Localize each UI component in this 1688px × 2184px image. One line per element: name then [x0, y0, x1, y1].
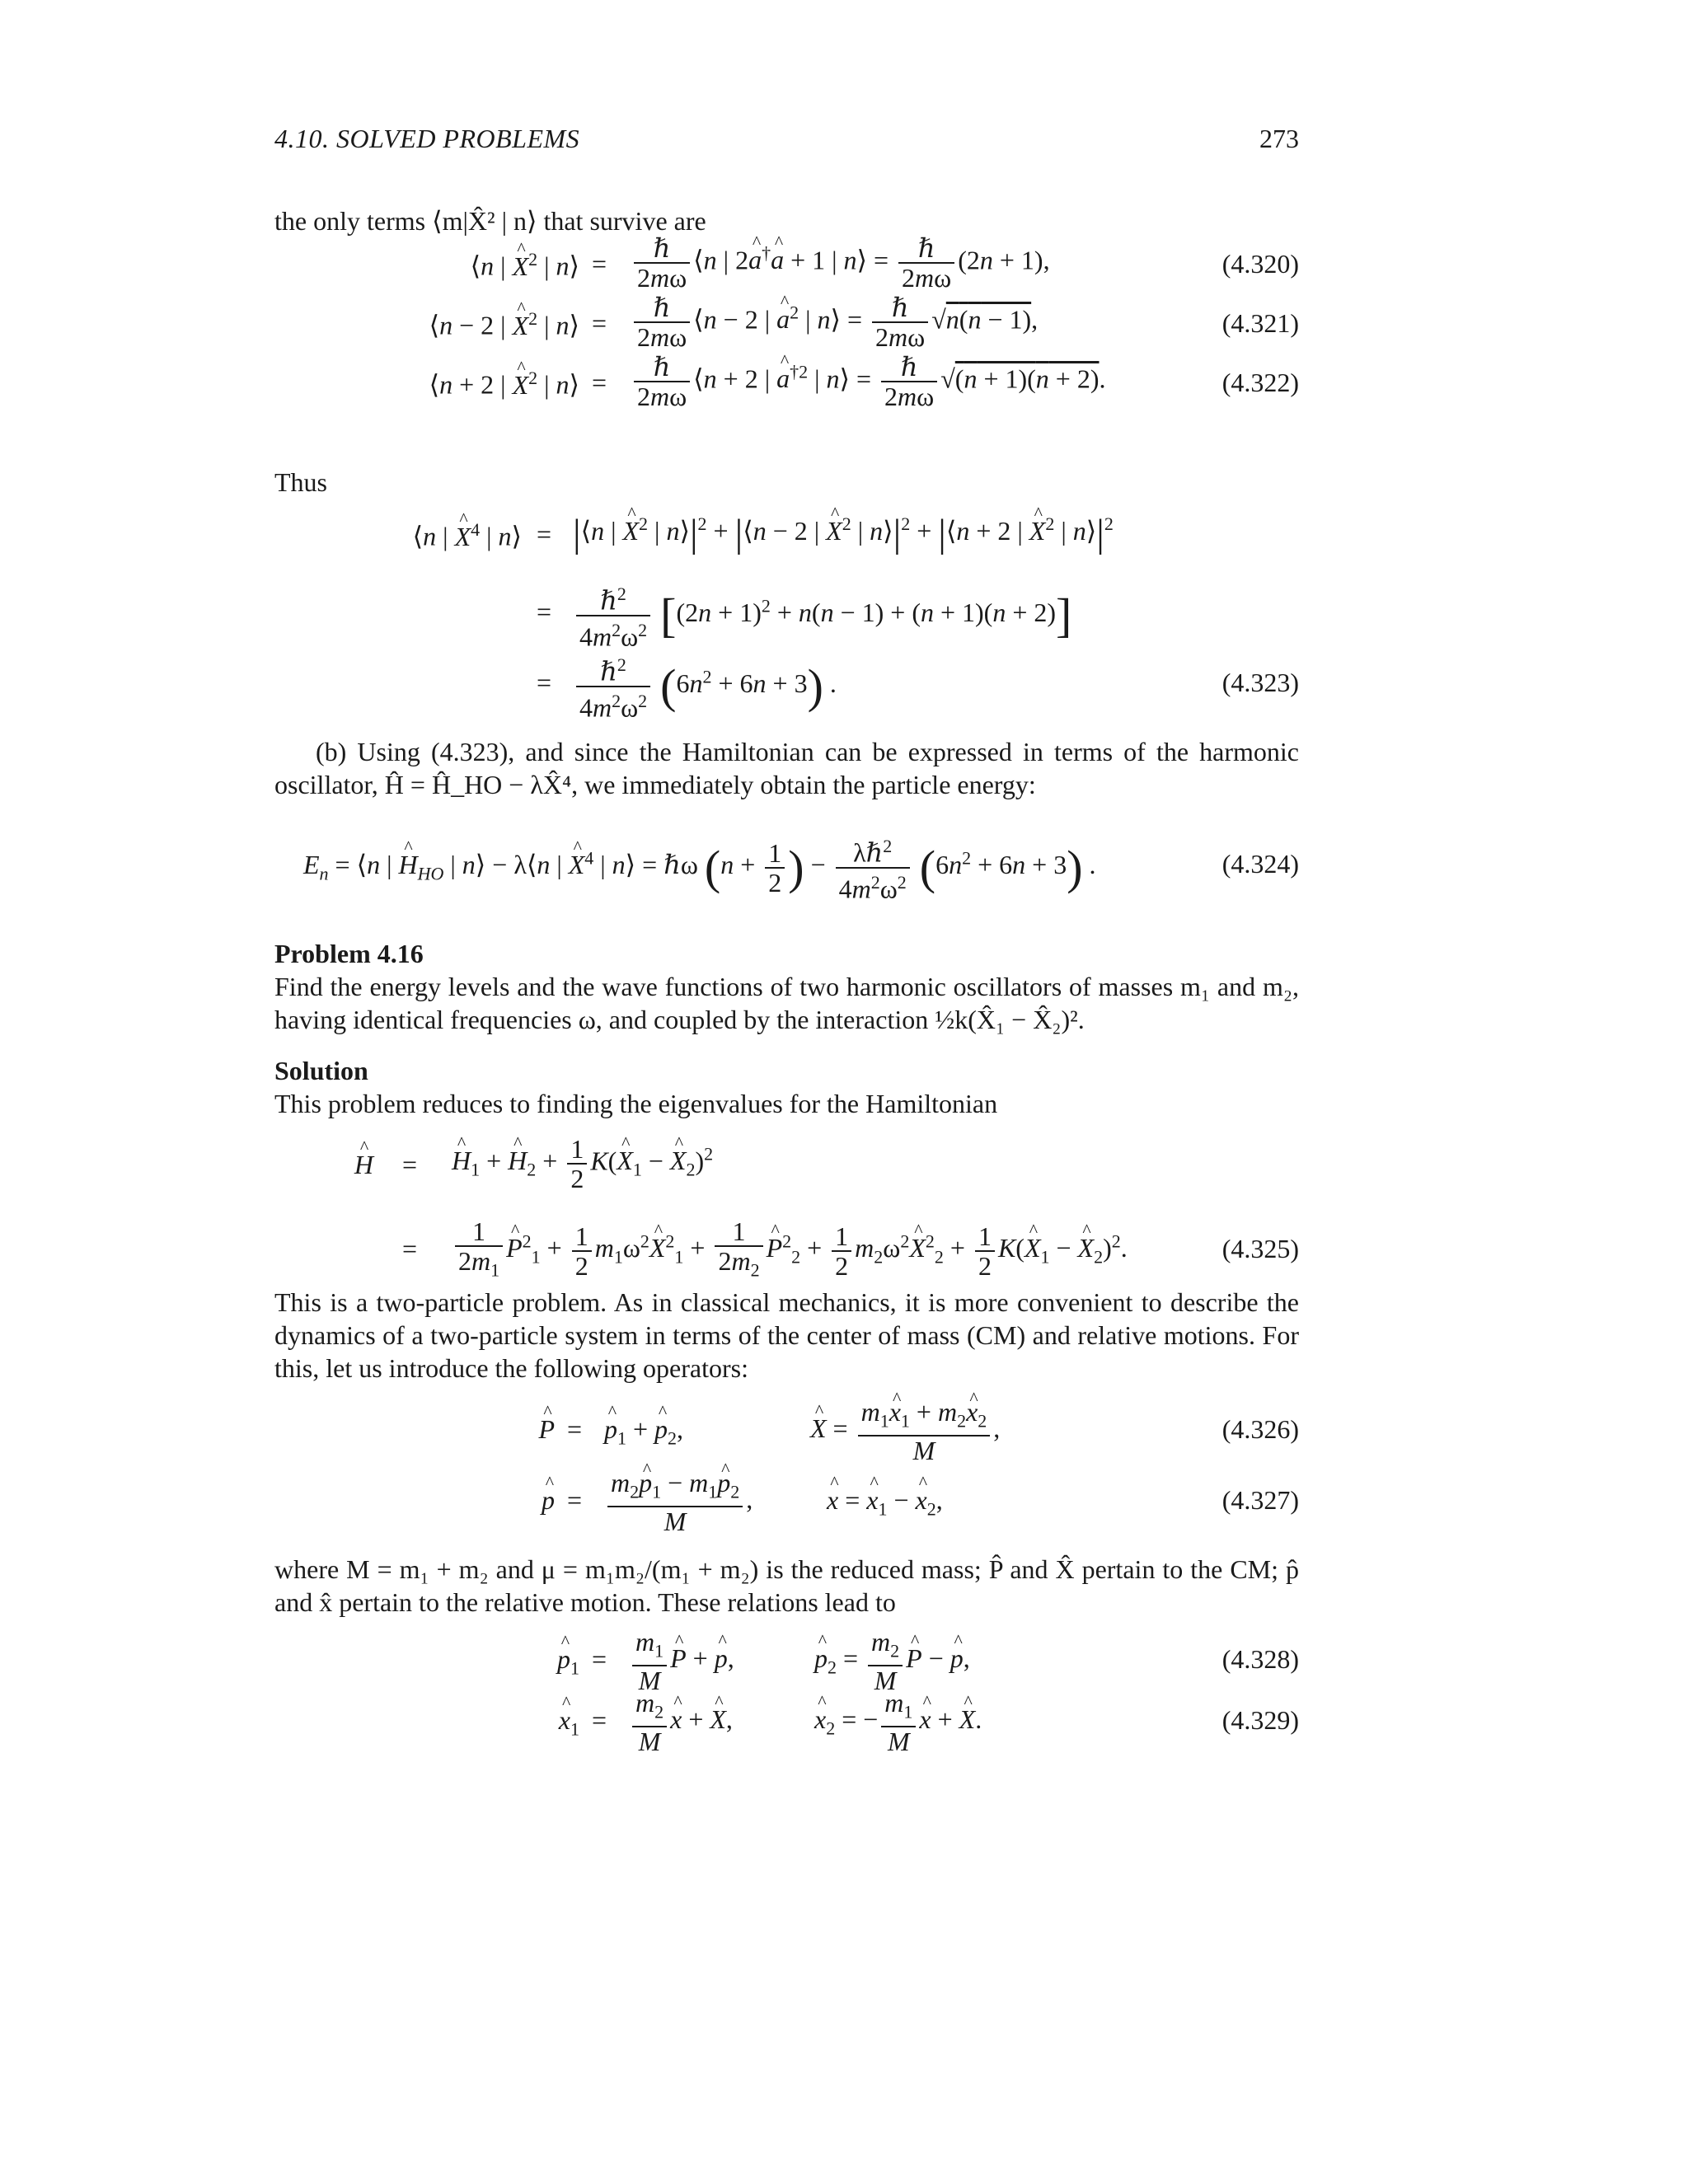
- equation-group-4325: [274, 1134, 1299, 1291]
- equation-4323-line2: = $\frac{\hbar^2}{4m^2\omega^2}$ $[(2n + 1)^2 + n(n - 1) + (n + 1)(n + 2)]$: [537, 583, 1072, 652]
- equation-number: (4.321): [1221, 308, 1299, 338]
- equation-4323-line3: = $\frac{\hbar^2}{4m^2\omega^2}$ $(6n^2 + 6n + 3)$ . (4.323): [537, 654, 1299, 723]
- equation-4327: ^ p = $\frac{m_2\^{} p_1 - m_1\^{} p_2}{M}$ , ^ x = ^ $x_1$ − ^ $x_2$, (4.327): [274, 1472, 1299, 1543]
- intro-line: the only terms ⟨m|X̂² | n⟩ that survive are: [274, 206, 706, 236]
- equation-number: (4.328): [1221, 1644, 1299, 1674]
- equation-4326: ^ P = ^ $p_1$ + ^ $p_2$, ^ X = $\frac{m_1\^{} x_1 + m_2\^{} x_2}{M}$ , (4.326): [274, 1401, 1299, 1472]
- equation-number: (4.325): [1221, 1234, 1299, 1263]
- where-paragraph: where M = m₁ + m₂ and μ = m₁m₂/(m₁ + m₂) is the reduced mass; P̂ and X̂ pertain to the CM; p̂ and x̂ pertain to the relative motion. These relations lead to: [274, 1554, 1299, 1617]
- equation-group-4328-4329: [274, 1627, 1299, 1758]
- equation-4323-line1: ⟨n | ^ $X^4$ | n⟩ = |⟨n | ^ $X^2$ | $n⟩|^2$ + |⟨n − 2 | ^ $X^2$ | $n⟩|^2$ + |⟨n + 2 | ^ $X^2$ | $n⟩|^2$: [274, 519, 1299, 583]
- solution-title: Solution: [274, 1056, 368, 1085]
- equation-group-4323: [274, 512, 1299, 725]
- equation-4321: ⟨n − 2 | ^ $X^2$ | n⟩ = $\frac{\text{ℏ}}{2m\omega}$ ⟨n − 2 | ^ $a^2$ | n⟩ = $\frac{\text{ℏ}}{2m\omega}$ √n(n − 1), (4.321): [274, 308, 1299, 368]
- equation-4320: ⟨n | ^ $X^2$ | n⟩ = $\frac{\text{ℏ}}{2m\omega}$ ⟨n | 2^ a†^ a + 1 | n⟩ = $\frac{\text{ℏ}}{2m\omega}$ (2n + 1), (4.320): [274, 249, 1299, 308]
- equation-4325-line1: ^ H = ^ $H_1$ + ^ $H_2$ + $\frac{1}{2}$ K(^ $X_1$ − ^ $X_2)^2$: [274, 1150, 1299, 1221]
- solution-body: This problem reduces to finding the eigenvalues for the Hamiltonian: [274, 1089, 998, 1118]
- equation-number: (4.326): [1221, 1414, 1299, 1444]
- equation-group-4326-4327: [274, 1397, 1299, 1543]
- equation-4324: $E_n$ = ⟨n | ^ $H_{HO}$ | n⟩ − λ⟨n | ^ $X^4$ | n⟩ = ℏω (n + $\frac{1}{2}$ ) − $\frac{\lambda\hbar^2}{4m^2\omega^2}$ $(6n^2 + 6n + 3)$ . (4.324): [274, 824, 1299, 898]
- equation-group-4320-4322: [274, 233, 1299, 427]
- equation-number: (4.329): [1221, 1705, 1299, 1735]
- problem-body: Find the energy levels and the wave functions of two harmonic oscillators of masses m₁ and m₂, having identical frequencies ω, and coupled by the interaction ½k(X̂₁ − X̂₂)².: [274, 972, 1299, 1034]
- part-b-paragraph: (b) Using (4.323), and since the Hamiltonian can be expressed in terms of the harmonic oscillator, Ĥ = Ĥ_HO − λX̂⁴, we immediately obtain the particle energy:: [274, 737, 1299, 799]
- equation-number: (4.323): [1221, 668, 1299, 697]
- thus-label: Thus: [274, 467, 327, 497]
- equation-group-4324: [274, 824, 1299, 904]
- equation-4322: ⟨n + 2 | ^ $X^2$ | n⟩ = $\frac{\text{ℏ}}{2m\omega}$ ⟨n + 2 | ^ $a^{\dagger 2}$ | n⟩ = $\frac{\text{ℏ}}{2m\omega}$ √(n + 1)(n + 2). (4.322): [274, 368, 1299, 427]
- equation-4329: ^ $x_1$ = $\frac{m_2}{M}$ ^ x + ^ X, ^ $x_2$ = − $\frac{m_1}{M}$ ^ x + ^ X. (4.329): [274, 1697, 1299, 1758]
- equation-number: (4.322): [1221, 368, 1299, 397]
- problem-title: Problem 4.16: [274, 939, 424, 968]
- equation-number: (4.324): [1221, 849, 1299, 879]
- equation-4328: ^ $p_1$ = $\frac{m_1}{M}$ ^ P + ^ p, ^ $p_2$ = $\frac{m_2}{M}$ ^ P − ^ p, (4.328): [274, 1636, 1299, 1697]
- equation-4325-line2: = $\frac{1}{2m_1}$ ^ $P^2_1$ + $\frac{1}{2}$ $m_1\omega^2\^{}$ $X^2_1$ + $\frac{1}{2m_2}$ ^ $P^2_2$ + $\frac{1}{2}$ $m_2\omega^2\^{}$ $X^2_2$ + $\frac{1}{2}$ K(^ $X_1$ − ^ $X_2)^2$. (4.325): [274, 1221, 1299, 1291]
- page-number: 273: [1259, 124, 1299, 153]
- equation-number: (4.320): [1221, 249, 1299, 279]
- equation-number: (4.327): [1221, 1485, 1299, 1515]
- running-header: 4.10. SOLVED PROBLEMS: [274, 124, 580, 153]
- two-particle-paragraph: This is a two-particle problem. As in classical mechanics, it is more convenient to describe the dynamics of a two-particle system in terms of the center of mass (CM) and relative motions. For this, let us introduce the following operators:: [274, 1287, 1299, 1383]
